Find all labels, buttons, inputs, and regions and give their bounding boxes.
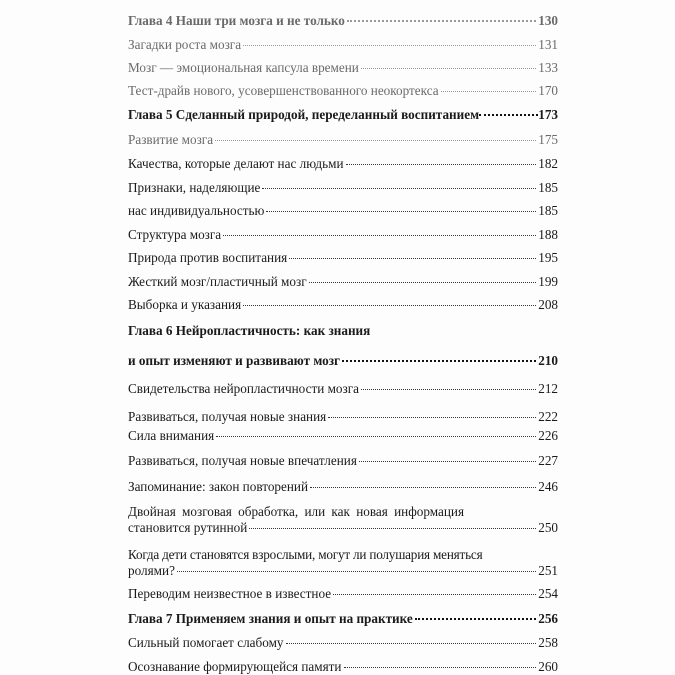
toc-entry-title: Сила внимания	[128, 428, 215, 443]
toc-entry-title: Развиваться, получая новые впечатления	[128, 453, 357, 468]
leader-dots	[415, 618, 536, 620]
toc-entry-page: 210	[538, 353, 558, 368]
leader-dots	[286, 643, 537, 644]
toc-entry-page: 212	[538, 381, 558, 396]
toc-entry-page: 250	[538, 520, 558, 535]
toc-entry	[128, 586, 558, 602]
toc-entry-title: Природа против воспитания	[128, 250, 288, 265]
toc-entry-page: 188	[538, 227, 558, 242]
toc-entry-page: 251	[538, 563, 558, 578]
toc-entry-page: 258	[538, 635, 558, 650]
toc-entry	[128, 274, 558, 290]
leader-dots	[342, 360, 536, 362]
toc-entry-title: Выборка и указания	[128, 297, 242, 312]
toc-entry	[128, 156, 558, 172]
leader-dots	[333, 594, 536, 595]
toc-entry-title: Жесткий мозг/пластичный мозг	[128, 274, 307, 289]
toc-entry-title: Свидетельства нейропластичности мозга	[128, 381, 359, 396]
leader-dots	[177, 571, 536, 572]
toc-entry-title: Структура мозга	[128, 227, 222, 242]
toc-entry-page: 226	[538, 428, 558, 443]
toc-entry	[128, 659, 558, 675]
toc-entry-title: Запоминание: закон повторений	[128, 479, 309, 494]
toc-entry	[128, 37, 558, 53]
toc-entry-page: 195	[538, 250, 558, 265]
toc-entry-title: Качества, которые делают нас людьми	[128, 156, 344, 171]
toc-entry	[128, 428, 558, 444]
leader-dots	[216, 436, 536, 437]
toc-entry-page: 222	[538, 409, 558, 424]
toc-entry	[128, 479, 558, 495]
toc-entry	[128, 250, 558, 266]
toc-entry	[128, 453, 558, 469]
leader-dots	[359, 461, 536, 462]
toc-entry	[128, 409, 558, 425]
toc-entry-page: 254	[538, 586, 558, 601]
toc-entry-two-line	[128, 504, 558, 536]
toc-entry	[128, 297, 558, 313]
leader-dots	[309, 282, 537, 283]
toc-entry-page: 131	[538, 37, 558, 52]
toc-entry-title: Глава 6 Нейропластичность: как знания	[128, 323, 371, 338]
leader-dots	[223, 235, 536, 236]
leader-dots	[479, 114, 538, 116]
toc-entry	[128, 83, 558, 99]
toc-entry-title-line2: ролями?	[128, 563, 175, 578]
toc-entry	[128, 180, 558, 196]
toc-entry-two-line	[128, 547, 558, 579]
toc-entry-title: Глава 4 Наши три мозга и не только	[128, 13, 345, 28]
leader-dots	[344, 667, 537, 668]
toc-entry-chapter-6	[128, 323, 558, 339]
leader-dots	[289, 258, 536, 259]
toc-entry-title-line2: становится рутинной	[128, 520, 248, 535]
toc-entry-title: нас индивидуальностью	[128, 203, 265, 218]
toc-entry-title: Переводим неизвестное в известное	[128, 586, 332, 601]
leader-dots	[328, 417, 536, 418]
toc-entry-title: Осознавание формирующейся памяти	[128, 659, 342, 674]
toc-entry-page: 175	[538, 132, 558, 147]
toc-entry-chapter-4	[128, 13, 558, 29]
leader-dots	[243, 45, 536, 46]
leader-dots	[249, 528, 536, 529]
toc-entry	[128, 60, 558, 76]
toc-entry-chapter-6-cont	[128, 353, 558, 369]
toc-entry-page: 260	[538, 659, 558, 674]
toc-entry-title: и опыт изменяют и развивают мозг	[128, 353, 341, 368]
toc-entry-page: 256	[538, 611, 558, 626]
toc-entry	[128, 227, 558, 243]
leader-dots	[346, 164, 537, 165]
toc-entry-page: 173	[538, 107, 558, 122]
leader-dots	[215, 140, 536, 141]
leader-dots	[262, 188, 536, 189]
toc-entry-chapter-7	[128, 611, 558, 627]
toc-entry-page: 182	[538, 156, 558, 171]
toc-entry-title: Мозг — эмоциональная капсула времени	[128, 60, 359, 75]
leader-dots	[441, 91, 537, 92]
toc-entry-title: Сильный помогает слабому	[128, 635, 284, 650]
toc-entry-page: 185	[538, 203, 558, 218]
leader-dots	[243, 305, 536, 306]
leader-dots	[347, 20, 536, 22]
toc-entry-title-line1: Когда дети становятся взрослыми, могут ли полушария меняться	[128, 547, 483, 562]
toc-entry-page: 185	[538, 180, 558, 195]
toc-entry	[128, 203, 558, 219]
toc-entry-title: Развитие мозга	[128, 132, 214, 147]
toc-entry	[128, 132, 558, 148]
toc-entry	[128, 635, 558, 651]
toc-entry-page: 208	[538, 297, 558, 312]
leader-dots	[361, 389, 536, 390]
toc-entry-title-line1: Двойная мозговая обработка, или как новая информация	[128, 504, 465, 519]
toc-entry-page: 130	[538, 13, 558, 28]
toc-entry-title: Глава 5 Сделанный природой, переделанный воспитанием	[128, 107, 480, 122]
toc-entry-page: 170	[538, 83, 558, 98]
toc-entry-page: 133	[538, 60, 558, 75]
toc-entry-page: 199	[538, 274, 558, 289]
toc-entry-page: 227	[538, 453, 558, 468]
toc-entry-title: Развиваться, получая новые знания	[128, 409, 327, 424]
toc-entry-title: Глава 7 Применяем знания и опыт на практике	[128, 611, 413, 626]
leader-dots	[310, 487, 536, 488]
toc-entry-title: Загадки роста мозга	[128, 37, 242, 52]
toc-entry-title: Тест-драйв нового, усовершенствованного неокортекса	[128, 83, 439, 98]
toc-entry	[128, 381, 558, 397]
toc-entry-chapter-5	[128, 107, 558, 123]
toc-entry-title: Признаки, наделяющие	[128, 180, 261, 195]
leader-dots	[361, 68, 536, 69]
leader-dots	[266, 211, 536, 212]
toc-entry-page: 246	[538, 479, 558, 494]
